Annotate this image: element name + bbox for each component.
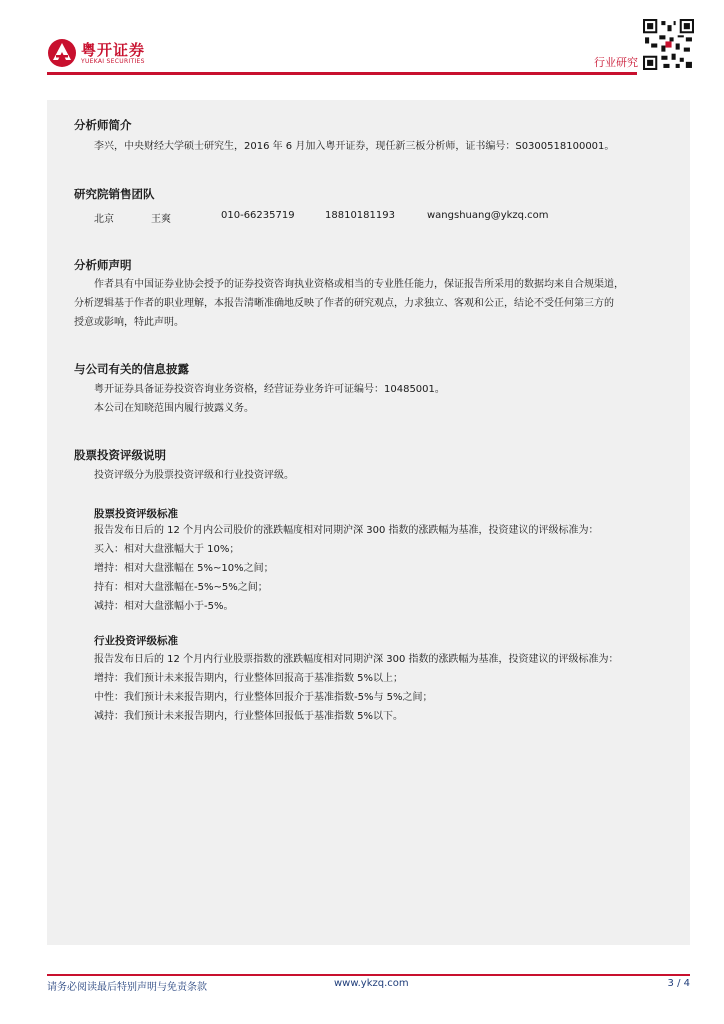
disclosure-heading: 与公司有关的信息披露: [74, 362, 189, 376]
logo-chinese-name: 粤开证券: [81, 41, 146, 59]
footer-divider: [47, 974, 690, 976]
statement-heading: 分析师声明: [74, 258, 132, 272]
stock-rating-line: 减持：相对大盘涨幅小于-5%。: [94, 601, 234, 612]
sales-team-heading: 研究院销售团队: [74, 187, 155, 201]
stock-rating-line: 增持：相对大盘涨幅在 5%~10%之间；: [94, 563, 274, 574]
stock-rating-heading: 股票投资评级标准: [94, 508, 178, 520]
sales-phone: 010-66235719: [221, 210, 295, 221]
analyst-heading: 分析师简介: [74, 118, 132, 132]
analyst-bio: 李兴，中央财经大学硕士研究生，2016 年 6 月加入粤开证券，现任新三板分析师，证书编号：S0300518100001。: [94, 141, 615, 152]
statement-line: 授意或影响，特此声明。: [74, 317, 184, 328]
industry-rating-line: 报告发布日后的 12 个月内行业股票指数的涨跌幅度相对同期沪深 300 指数的涨跌幅为基准，投资建议的评级标准为：: [94, 654, 619, 665]
disclosure-line: 本公司在知晓范围内履行披露义务。: [94, 403, 254, 414]
header-divider: [47, 72, 637, 75]
disclosure-line: 粤开证券具备证券投资咨询业务资格，经营证券业务许可证编号：10485001。: [94, 384, 445, 395]
industry-rating-line: 增持：我们预计未来报告期内，行业整体回报高于基准指数 5%以上；: [94, 673, 404, 684]
page-header: [0, 0, 724, 80]
stock-rating-line: 报告发布日后的 12 个月内公司股价的涨跌幅度相对同期沪深 300 指数的涨跌幅为基准，投资建议的评级标准为：: [94, 525, 599, 536]
rating-heading: 股票投资评级说明: [74, 448, 166, 462]
page-number: 3 / 4: [667, 978, 690, 989]
industry-rating-heading: 行业投资评级标准: [94, 635, 178, 647]
statement-line: 分析逻辑基于作者的职业理解，本报告清晰准确地反映了作者的研究观点，力求独立、客观和公正，结论不受任何第三方的: [74, 298, 614, 309]
stock-rating-line: 买入：相对大盘涨幅大于 10%；: [94, 544, 240, 555]
footer-website-link[interactable]: www.ykzq.com: [334, 978, 409, 989]
statement-line: 作者具有中国证券业协会授予的证券投资咨询执业资格或相当的专业胜任能力，保证报告所采用的数据均来自合规渠道，: [94, 279, 624, 290]
company-logo: [47, 38, 157, 68]
industry-rating-line: 减持：我们预计未来报告期内，行业整体回报低于基准指数 5%以下。: [94, 711, 404, 722]
sales-mobile: 18810181193: [325, 210, 395, 221]
footer-disclaimer[interactable]: 请务必阅读最后特别声明与免责条款: [47, 982, 207, 993]
content-panel: [47, 100, 690, 945]
sales-email: wangshuang@ykzq.com: [427, 210, 549, 221]
industry-rating-line: 中性：我们预计未来报告期内，行业整体回报介于基准指数-5%与 5%之间；: [94, 692, 433, 703]
rating-intro: 投资评级分为股票投资评级和行业投资评级。: [94, 470, 294, 481]
qr-code-icon: [643, 19, 694, 70]
stock-rating-line: 持有：相对大盘涨幅在-5%~5%之间；: [94, 582, 268, 593]
sales-city: 北京: [94, 214, 114, 225]
yuekai-logo-icon: [47, 38, 77, 68]
report-section-label: 行业研究: [594, 56, 638, 69]
sales-name: 王爽: [151, 214, 171, 225]
logo-english-name: YUEKAI SECURITIES: [81, 58, 145, 65]
